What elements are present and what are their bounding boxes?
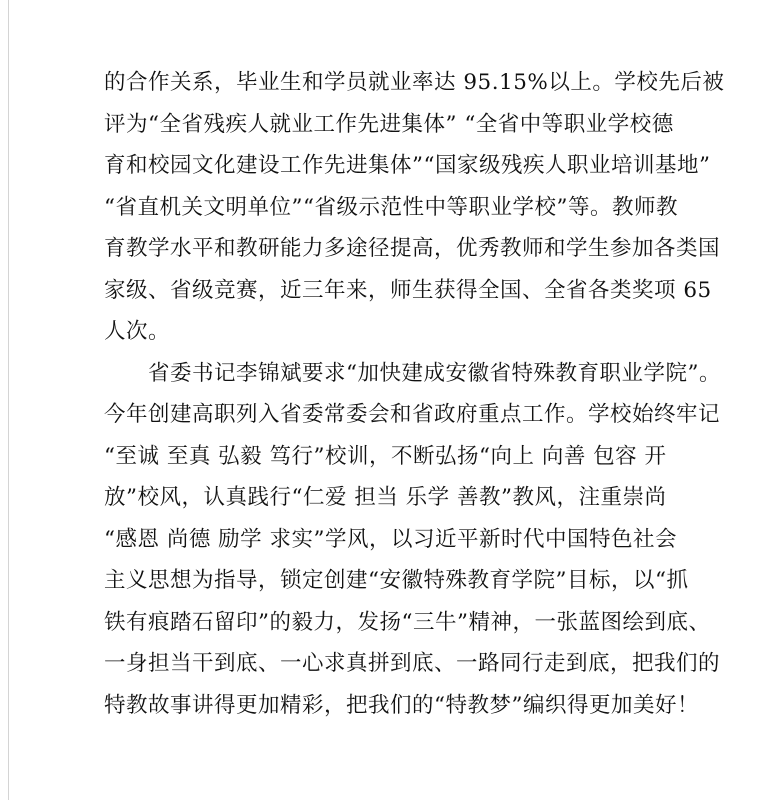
body-text bbox=[104, 62, 725, 726]
text-line: “感恩 尚德 励学 求实”学风，以习近平新时代中国特色社会 bbox=[104, 526, 677, 552]
text-line: 的合作关系，毕业生和学员就业率达 95.15%以上。学校先后被 bbox=[104, 70, 725, 95]
paragraph-2 bbox=[104, 353, 721, 727]
text-line: 主义思想为指导，锁定创建“安徽特殊教育学院”目标，以“抓 bbox=[104, 568, 689, 593]
text-line: “省直机关文明单位”“省级示范性中等职业学校”等。教师教 bbox=[104, 194, 678, 220]
text-line: 人次。 bbox=[104, 319, 171, 344]
text-line: 评为“全省残疾人就业工作先进集体” “全省中等职业学校德 bbox=[104, 111, 674, 137]
text-line: 家级、省级竞赛，近三年来，师生获得全国、全省各类奖项 65 bbox=[104, 277, 712, 303]
text-line: 放”校风，认真践行“仁爱 担当 乐学 善教”教风，注重崇尚 bbox=[104, 485, 667, 510]
text-line: 特教故事讲得更加精彩，把我们的“特教梦”编织得更加美好！ bbox=[104, 692, 699, 718]
text-line: 一身担当干到底、一心求真拼到底、一路同行走到底，把我们的 bbox=[104, 651, 721, 676]
text-line: “至诚 至真 弘毅 笃行”校训，不断弘扬“向上 向善 包容 开 bbox=[104, 443, 667, 469]
text-line: 铁有痕踏石留印”的毅力，发扬“三牛”精神，一张蓝图绘到底、 bbox=[104, 609, 711, 635]
paragraph-1 bbox=[104, 62, 725, 353]
text-line: 省委书记李锦斌要求“加快建成安徽省特殊教育职业学院”。 bbox=[148, 360, 721, 386]
text-line: 育和校园文化建设工作先进集体”“国家级残疾人职业培训基地” bbox=[104, 153, 711, 178]
page-edge-divider bbox=[8, 0, 9, 800]
text-line: 今年创建高职列入省委常委会和省政府重点工作。学校始终牢记 bbox=[104, 402, 721, 427]
text-line: 育教学水平和教研能力多途径提高，优秀教师和学生参加各类国 bbox=[104, 236, 721, 261]
